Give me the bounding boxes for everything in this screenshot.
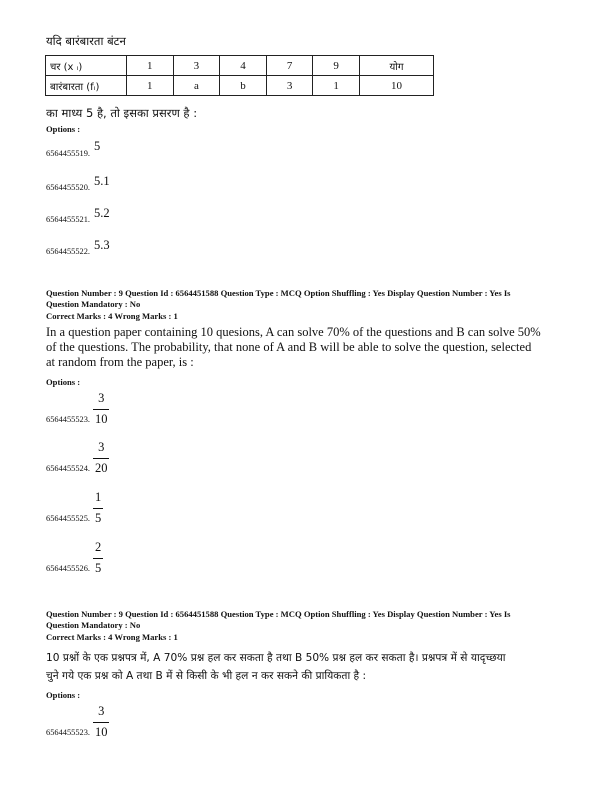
table-row [46, 56, 434, 76]
table-row-label: चर (x ᵢ) [46, 56, 127, 76]
option-id: 6564455524. [46, 464, 90, 473]
table-cell: 1 [127, 56, 174, 76]
q8-intro: यदि बारंबारता बंटन [46, 34, 126, 48]
fraction [94, 441, 109, 475]
table-cell: 9 [313, 56, 360, 76]
table-row [46, 76, 434, 96]
option-value: 5.1 [93, 174, 110, 188]
table-cell: 10 [359, 76, 433, 96]
fraction-numerator: 2 [94, 540, 102, 554]
q8-question-tail: का माध्य 5 है, तो इसका प्रसरण है : [46, 106, 198, 120]
option-item[interactable] [46, 238, 110, 259]
fraction [94, 392, 109, 426]
options-label: Options : [46, 690, 81, 700]
table-cell: b [220, 76, 267, 96]
option-item[interactable] [46, 491, 102, 525]
option-id: 6564455519. [46, 149, 90, 158]
question-meta-line: Question Mandatory : No [46, 620, 141, 630]
question-text-line: at random from the paper, is : [46, 355, 194, 369]
question-text-line: In a question paper containing 10 quesions, A can solve 70% of the questions and B can solve 50% [46, 325, 541, 339]
option-id: 6564455522. [46, 247, 90, 256]
frequency-table [45, 55, 434, 96]
question-text-hi [46, 649, 591, 685]
table-cell: 1 [127, 76, 174, 96]
fraction-bar [93, 722, 110, 723]
option-item[interactable] [46, 206, 110, 227]
option-id: 6564455521. [46, 215, 90, 224]
options-label: Options : [46, 377, 81, 387]
table-cell: 1 [313, 76, 360, 96]
fraction-numerator: 3 [98, 440, 105, 454]
question-meta-line: Question Mandatory : No [46, 299, 141, 309]
fraction-denominator: 5 [94, 561, 102, 575]
option-id: 6564455526. [46, 564, 90, 573]
table-cell: 7 [266, 56, 313, 76]
question-text-line: of the questions. The probability, that none of A and B will be able to solve the question, selected [46, 340, 532, 354]
fraction-bar [93, 558, 103, 559]
fraction [94, 705, 109, 739]
fraction-numerator: 1 [94, 490, 102, 504]
question-text-line: 10 प्रश्नों के एक प्रश्नपत्र में, A 70% प्रश्न हल कर सकता है तथा B 50% प्रश्न हल कर सकता है। प्रश्नपत्र में से यादृच्छया [46, 652, 506, 664]
option-value: 5.2 [93, 206, 110, 220]
fraction-bar [93, 409, 110, 410]
fraction [94, 541, 102, 575]
option-item[interactable] [46, 541, 102, 575]
option-value: 5 [93, 139, 101, 153]
table-cell: a [173, 76, 220, 96]
fraction [94, 491, 102, 525]
fraction-bar [93, 508, 103, 509]
table-cell: 3 [173, 56, 220, 76]
option-value: 5.3 [93, 238, 110, 252]
option-item[interactable] [46, 441, 108, 475]
table-cell: 4 [220, 56, 267, 76]
question-meta-line: Correct Marks : 4 Wrong Marks : 1 [46, 632, 178, 642]
question-meta-line: Correct Marks : 4 Wrong Marks : 1 [46, 311, 178, 321]
question-meta-line: Question Number : 9 Question Id : 6564451588 Question Type : MCQ Option Shuffling : Yes Display Question Number : Yes Is [46, 288, 511, 298]
fraction-numerator: 3 [98, 704, 105, 718]
option-item[interactable] [46, 139, 101, 161]
fraction-denominator: 10 [94, 412, 108, 426]
table-row-label: बारंबारता (fᵢ) [46, 76, 127, 96]
fraction-denominator: 5 [94, 511, 102, 525]
option-item[interactable] [46, 392, 108, 426]
table-cell: 3 [266, 76, 313, 96]
fraction-denominator: 10 [94, 725, 108, 739]
table-cell: योग [359, 56, 433, 76]
fraction-bar [93, 458, 110, 459]
question-text-line: चुने गये एक प्रश्न को A तथा B में से किसी के भी हल न कर सकने की प्रायिकता है : [46, 670, 367, 682]
fraction-denominator: 20 [94, 461, 108, 475]
options-label: Options : [46, 124, 81, 134]
option-id: 6564455520. [46, 183, 90, 192]
option-id: 6564455523. [46, 415, 90, 424]
question-meta-line: Question Number : 9 Question Id : 6564451588 Question Type : MCQ Option Shuffling : Yes Display Question Number : Yes Is [46, 609, 511, 619]
option-id: 6564455523. [46, 728, 90, 737]
fraction-numerator: 3 [98, 391, 105, 405]
option-id: 6564455525. [46, 514, 90, 523]
option-item[interactable] [46, 705, 108, 739]
question-text-en [46, 325, 541, 370]
option-item[interactable] [46, 174, 110, 195]
